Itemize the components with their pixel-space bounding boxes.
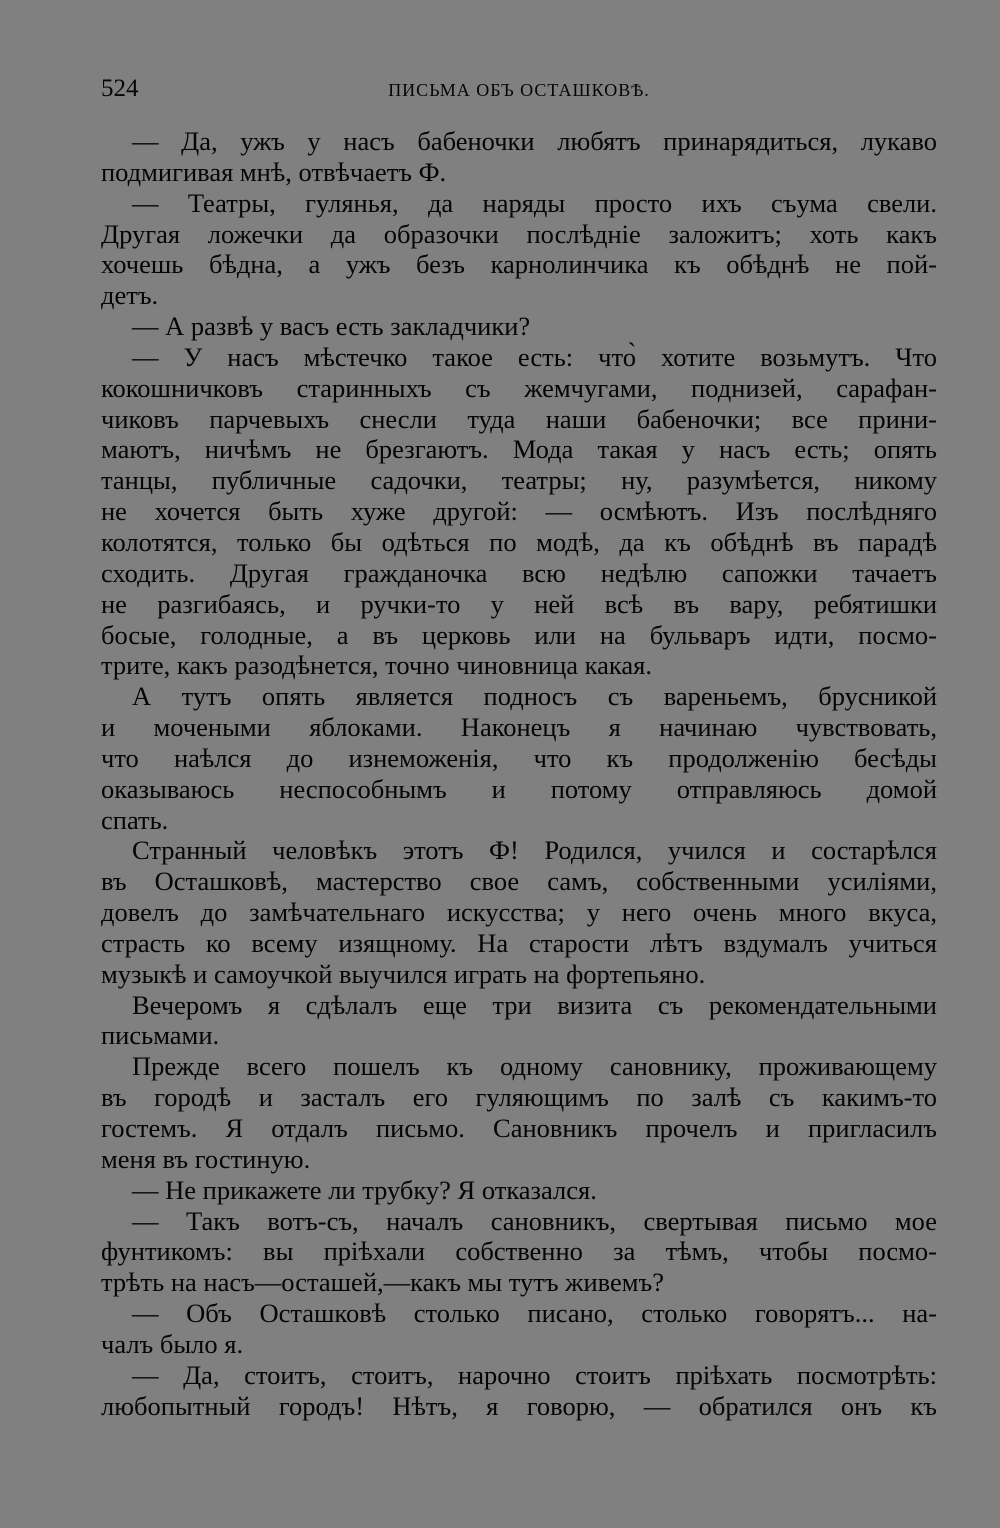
text-line: не разгибаясь, и ручки-то у ней всѣ въ вару, ребятишки xyxy=(101,588,937,619)
text-line: подмигивая мнѣ, отвѣчаетъ Ф. xyxy=(101,156,447,187)
text-line: трите, какъ разодѣнется, точно чиновница какая. xyxy=(101,650,652,681)
text-line: гостемъ. Я отдалъ письмо. Сановникъ прочелъ и пригласилъ xyxy=(101,1113,937,1143)
text-line: въ городѣ и засталъ его гуляющимъ по залѣ съ какимъ-то xyxy=(101,1082,937,1113)
text-line: танцы, публичные садочки, театры; ну, разумѣется, никому xyxy=(101,465,937,496)
text-line: трѣть на насъ—осташей,—какъ мы тутъ живемъ? xyxy=(101,1267,664,1298)
text-line: кокошничковъ старинныхъ съ жемчугами, поднизей, сарафан- xyxy=(101,372,937,403)
text-line: страсть ко всему изящному. На старости лѣтъ вздумалъ учиться xyxy=(101,927,937,958)
text-line: музыкѣ и самоучкой выучился играть на фортепьяно. xyxy=(101,958,706,989)
text-line: фунтикомъ: вы пріѣхали собственно за тѣмъ, чтобы посмо- xyxy=(101,1236,937,1267)
text-line: и мочеными яблоками. Наконецъ я начинаю чувствовать, xyxy=(101,712,937,743)
text-line: колотятся, только бы одѣться по модѣ, да къ обѣднѣ въ парадѣ xyxy=(101,526,937,557)
text-line: Странный человѣкъ этотъ Ф! Родился, учился и состарѣлся xyxy=(132,835,937,866)
running-title: ПИСЬМА ОБЪ ОСТАШКОВѢ. xyxy=(388,80,650,100)
text-line: детъ. xyxy=(101,280,159,311)
text-line: маютъ, ничѣмъ не брезгаютъ. Мода такая у насъ есть; опять xyxy=(101,434,937,465)
text-line: не хочется быть хуже другой: — осмѣютъ. Изъ послѣдняго xyxy=(101,496,937,527)
text-line: — Такъ вотъ-съ, началъ сановникъ, свертывая письмо мое xyxy=(132,1205,937,1236)
text-line: — Да, стоитъ, стоитъ, нарочно стоитъ пріѣхать посмотрѣть: xyxy=(132,1359,937,1390)
page-header xyxy=(101,74,937,106)
text-line: хочешь бѣдна, а ужъ безъ карнолинчика къ обѣднѣ не пой- xyxy=(101,249,937,280)
text-line: чалъ было я. xyxy=(101,1328,244,1359)
text-line: любопытный городъ! Нѣтъ, я говорю, — обратился онъ къ xyxy=(101,1390,937,1421)
text-line: довелъ до замѣчательнаго искусства; у него очень много вкуса, xyxy=(101,897,937,928)
text-line: Прежде всего пошелъ къ одному сановнику, проживающему xyxy=(132,1051,937,1082)
page-number: 524 xyxy=(101,75,139,102)
text-line: — Театры, гулянья, да наряды просто ихъ съума свели. xyxy=(132,187,937,218)
text-line: меня въ гостиную. xyxy=(101,1143,311,1174)
text-line: — У насъ мѣстечко такое есть: что̀ хотите возьмутъ. Что xyxy=(132,341,937,372)
text-line: босые, голодные, а въ церковь или на бульваръ идти, посмо- xyxy=(101,619,937,650)
text-line: въ Осташковѣ, мастерство свое самъ, собственными усиліями, xyxy=(101,866,937,897)
text-line: — Да, ужъ у насъ бабеночки любятъ принарядиться, лукаво xyxy=(132,126,937,156)
text-line: спать. xyxy=(101,804,169,835)
text-line: письмами. xyxy=(101,1020,220,1051)
text-line: А тутъ опять является подносъ съ вареньемъ, брусникой xyxy=(132,681,937,712)
text-line: сходить. Другая гражданочка всю недѣлю сапожки тачаетъ xyxy=(101,557,937,588)
text-line: — Объ Осташковѣ столько писано, столько говорятъ... на- xyxy=(132,1298,937,1329)
body-text xyxy=(101,126,937,1421)
text-line: — А развѣ у васъ есть закладчики? xyxy=(132,311,531,342)
text-line: чиковъ парчевыхъ снесли туда наши бабеночки; все прини- xyxy=(101,403,937,434)
text-line: Вечеромъ я сдѣлалъ еще три визита съ рекомендательными xyxy=(132,989,937,1020)
text-line: оказываюсь неспособнымъ и потому отправляюсь домой xyxy=(101,773,937,804)
text-line: Другая ложечки да образочки послѣдніе заложитъ; хоть какъ xyxy=(101,218,937,249)
text-line: — Не прикажете ли трубку? Я отказался. xyxy=(132,1174,597,1205)
text-line: что наѣлся до изнеможенія, что къ продолженію бесѣды xyxy=(101,742,937,773)
